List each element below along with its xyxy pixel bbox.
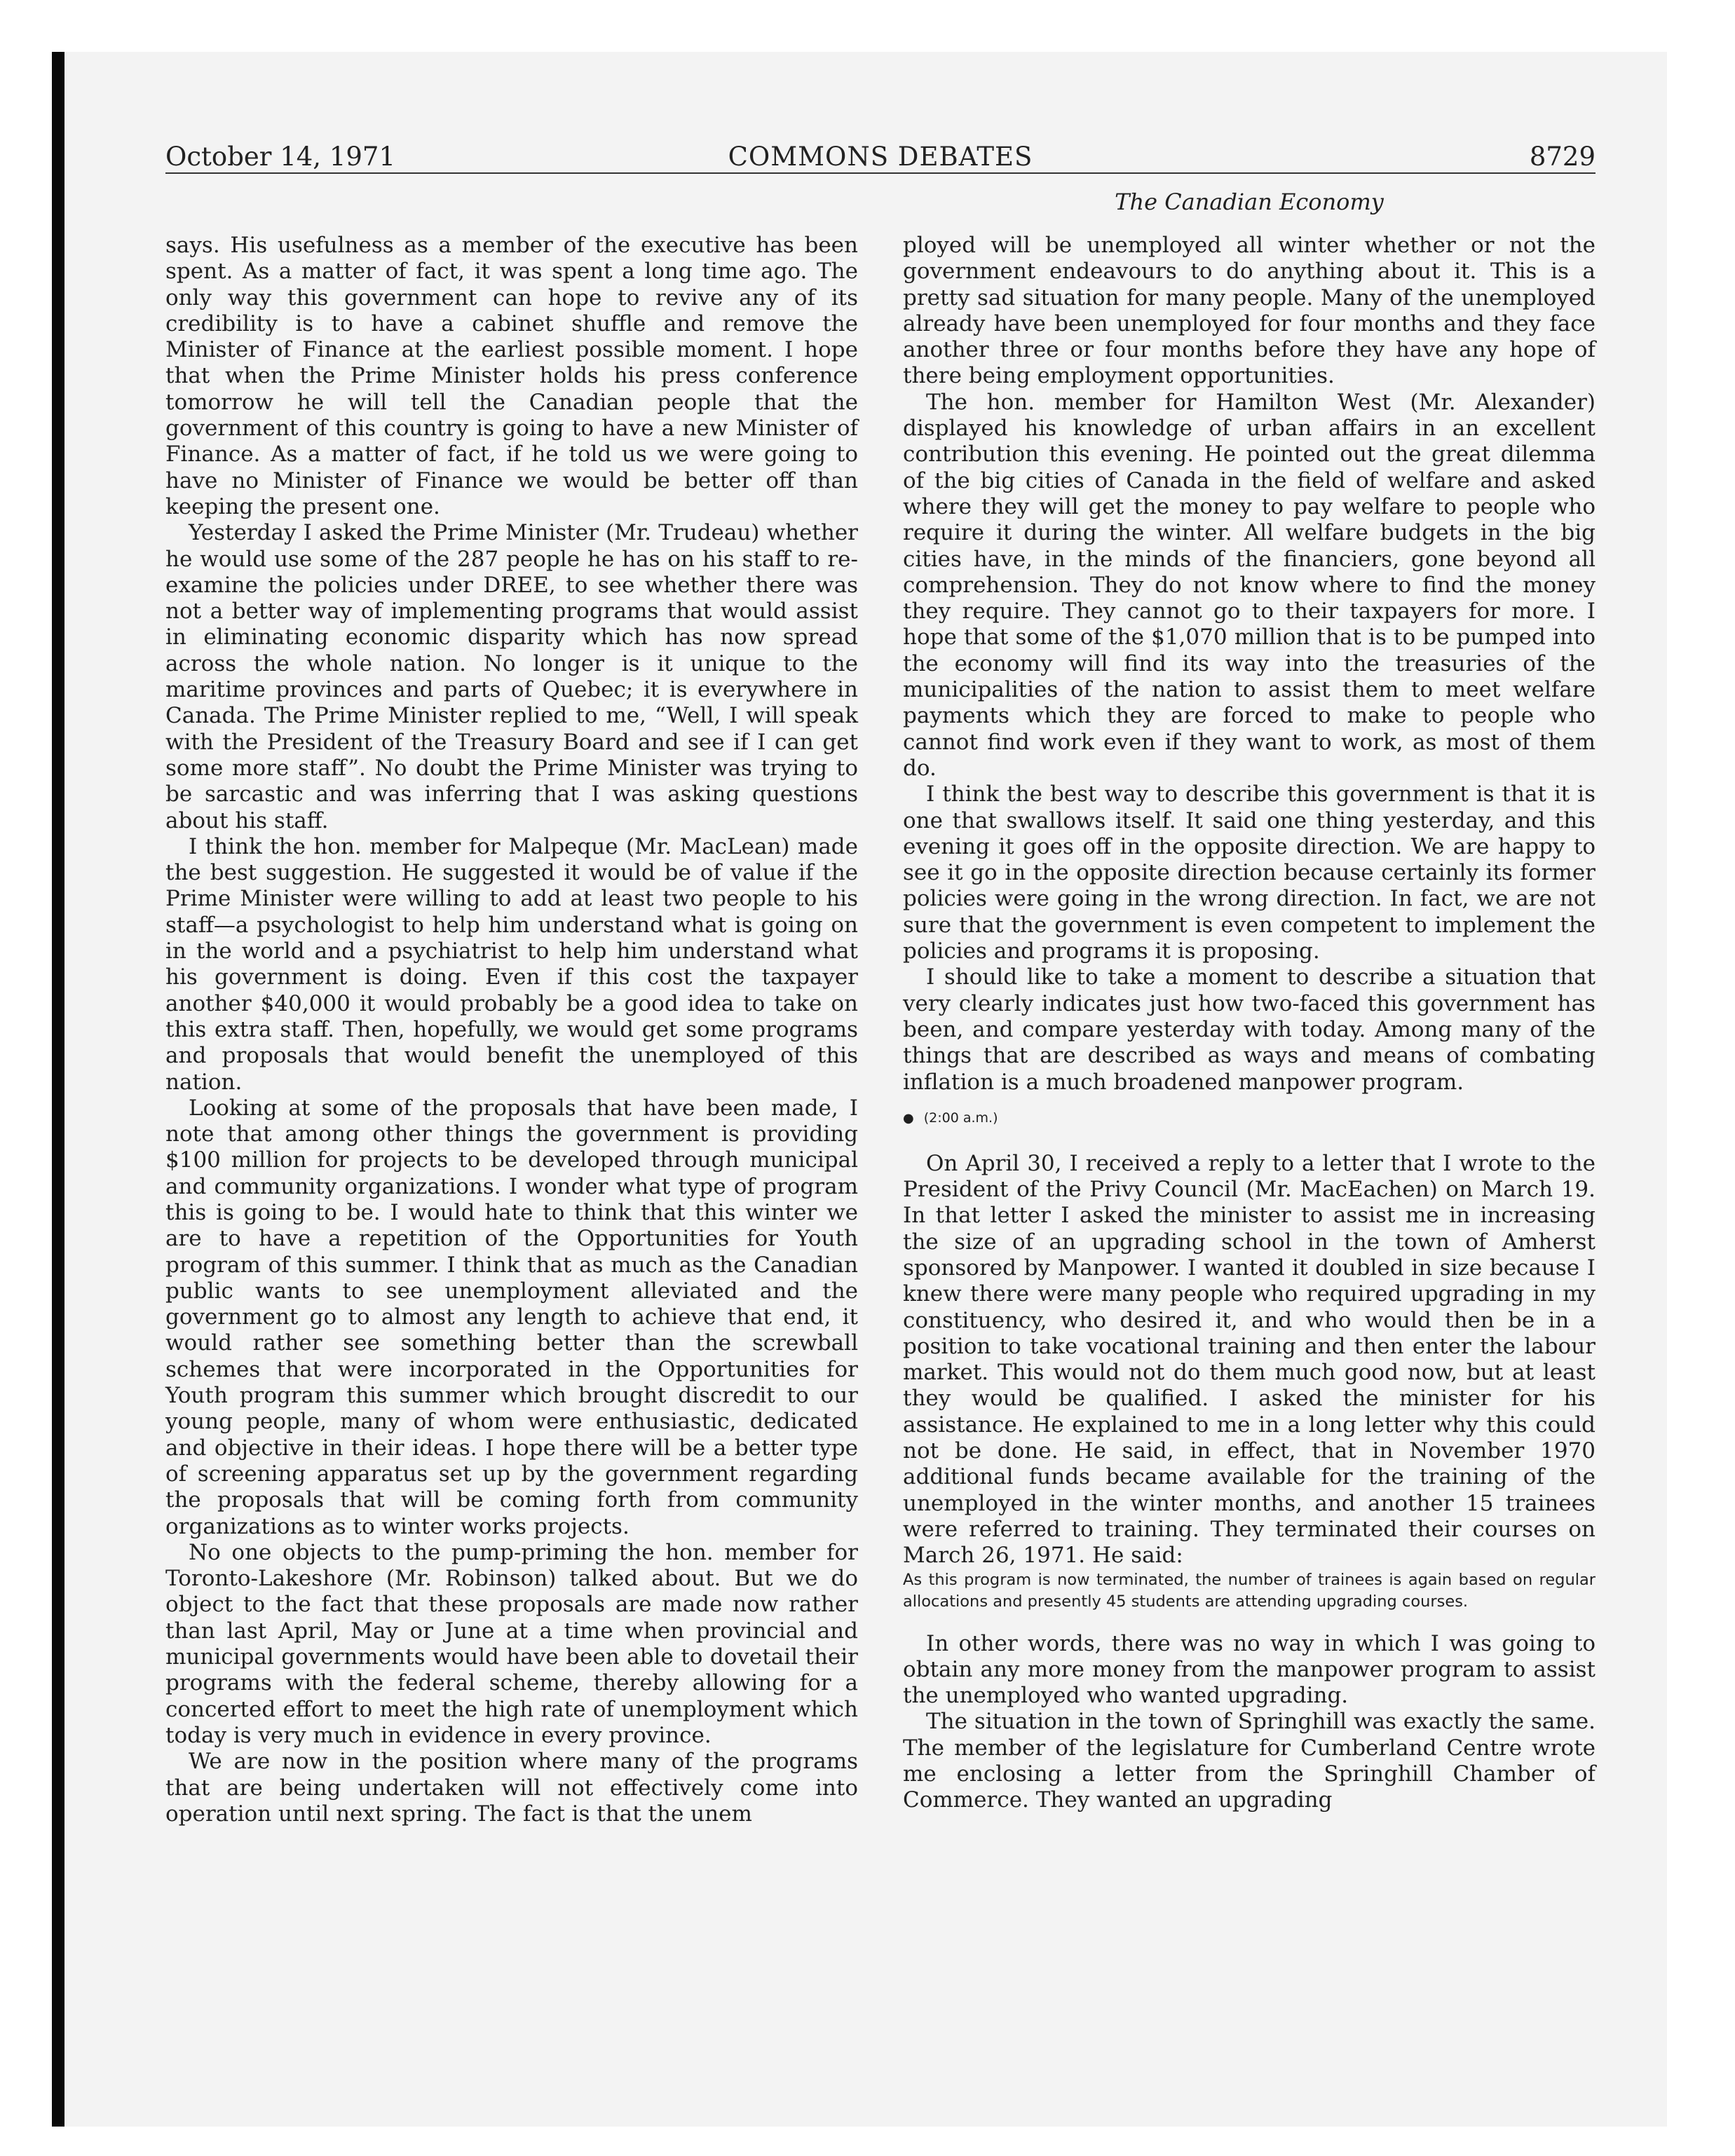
publication-title: COMMONS DEBATES [728, 142, 1033, 172]
paragraph: I think the best way to describe this government is that it is one that swallows itself. It said one thing yesterday, and this evening it goes off in the opposite direction. We are happy to see it go in the opposite direction because certainly its former policies were going in the wrong direction. In fact, we are not sure that the government is even competent to implement the policies and programs it is proposing. [903, 782, 1595, 964]
paragraph: ployed will be unemployed all winter whether or not the government endeavours to do anything about it. This is a pretty sad situation for many people. Many of the unemployed already have been unemployed for four months and they face another three or four months before they have any hope of there being employment opportunities. [903, 233, 1595, 389]
paragraph: The hon. member for Hamilton West (Mr. Alexander) displayed his knowledge of urban affairs in an excellent contribution this evening. He pointed out the great dilemma of the big cities of Canada in the field of welfare and asked where they will get the money to pay welfare to people who require it during the winter. All welfare budgets in the big cities have, in the minds of the financiers, gone beyond all comprehension. They do not know where to find the money they require. They cannot go to their taxpayers for more. I hope that some of the $1,070 million that is to be pumped into the economy will find its way into the treasuries of the municipalities of the nation to assist them to meet welfare payments which they are forced to make to people who cannot find work even if they want to work, as most of them do. [903, 389, 1595, 781]
running-header [165, 142, 1595, 175]
header-rule [165, 172, 1595, 174]
section-title: The Canadian Economy [1115, 189, 1384, 215]
scan-edge-bar [52, 52, 64, 2127]
paragraph: I should like to take a moment to describe a situation that very clearly indicates just how two-faced this government has been, and compare yesterday with today. Among many of the things that are described as ways and means of combating inflation is a much broadened manpower program. [903, 964, 1595, 1095]
paragraph: says. His usefulness as a member of the executive has been spent. As a matter of fact, it was spent a long time ago. The only way this government can hope to revive any of its credibility is to have a cabinet shuffle and remove the Minister of Finance at the earliest possible moment. I hope that when the Prime Minister holds his press conference tomorrow he will tell the Canadian people that the government of this country is going to have a new Minister of Finance. As a matter of fact, if he told us we were going to have no Minister of Finance we would be better off than keeping the present one. [165, 233, 858, 519]
paragraph: Yesterday I asked the Prime Minister (Mr. Trudeau) whether he would use some of the 287 people he has on his staff to re-examine the policies under DREE, to see whether there was not a better way of implementing programs that would assist in eliminating economic disparity which has now spread across the whole nation. No longer is it unique to the maritime provinces and parts of Quebec; it is everywhere in Canada. The Prime Minister replied to me, “Well, I will speak with the President of the Treasury Board and see if I can get some more staff”. No doubt the Prime Minister was trying to be sarcastic and was inferring that I was asking questions about his staff. [165, 520, 858, 833]
bullet-icon: ● [903, 1110, 914, 1126]
time-marker [903, 1108, 1595, 1128]
paragraph: On April 30, I received a reply to a letter that I wrote to the President of the Privy Council (Mr. MacEachen) on March 19. In that letter I asked the minister to assist me in increasing the size of an upgrading school in the town of Amherst sponsored by Manpower. I wanted it doubled in size because I knew there were many people who required upgrading in my constituency, who desired it, and who would then be in a position to take vocational training and then enter the labour market. This would not do them much good now, but at least they would be qualified. I asked the minister for his assistance. He explained to me in a long letter why this could not be done. He said, in effect, that in November 1970 additional funds became available for the training of the unemployed in the winter months, and another 15 trainees were referred to training. They terminated their courses on March 26, 1971. He said: [903, 1150, 1595, 1569]
paragraph: The situation in the town of Springhill was exactly the same. The member of the legislature for Cumberland Centre wrote me enclosing a letter from the Springhill Chamber of Commerce. They wanted an upgrading [903, 1709, 1595, 1813]
paragraph: We are now in the position where many of the programs that are being undertaken will not effectively come into operation until next spring. The fact is that the unem [165, 1749, 858, 1827]
right-column [903, 233, 1595, 1814]
paragraph: No one objects to the pump-priming the hon. member for Toronto-Lakeshore (Mr. Robinson) talked about. But we do object to the fact that these proposals are made now rather than last April, May or June at a time when provincial and municipal governments would have been able to dovetail their programs with the federal scheme, thereby allowing for a concerted effort to meet the high rate of unemployment which today is very much in evidence in every province. [165, 1539, 858, 1748]
block-quote: As this program is now terminated, the number of trainees is again based on regular allocations and presently 45 students are attending upgrading courses. [903, 1570, 1595, 1611]
timestamp-text: (2:00 a.m.) [923, 1110, 998, 1126]
left-column [165, 233, 858, 1827]
paragraph: I think the hon. member for Malpeque (Mr. MacLean) made the best suggestion. He suggested it would be of value if the Prime Minister were willing to add at least two people to his staff—a psychologist to help him understand what is going on in the world and a psychiatrist to help him understand what his government is doing. Even if this cost the taxpayer another $40,000 it would probably be a good idea to take on this extra staff. Then, hopefully, we would get some programs and proposals that would benefit the unemployed of this nation. [165, 833, 858, 1095]
header-date: October 14, 1971 [165, 142, 395, 172]
page-number: 8729 [1529, 142, 1595, 172]
paragraph: Looking at some of the proposals that have been made, I note that among other things the government is providing $100 million for projects to be developed through municipal and community organizations. I wonder what type of program this is going to be. I would hate to think that this winter we are to have a repetition of the Opportunities for Youth program of this summer. I think that as much as the Canadian public wants to see unemployment alleviated and the government go to almost any length to achieve that end, it would rather see something better than the screwball schemes that were incorporated in the Opportunities for Youth program this summer which brought discredit to our young people, many of whom were enthusiastic, dedicated and objective in their ideas. I hope there will be a better type of screening apparatus set up by the government regarding the proposals that will be coming forth from community organizations as to winter works projects. [165, 1095, 858, 1539]
paragraph: In other words, there was no way in which I was going to obtain any more money from the manpower program to assist the unemployed who wanted upgrading. [903, 1630, 1595, 1709]
